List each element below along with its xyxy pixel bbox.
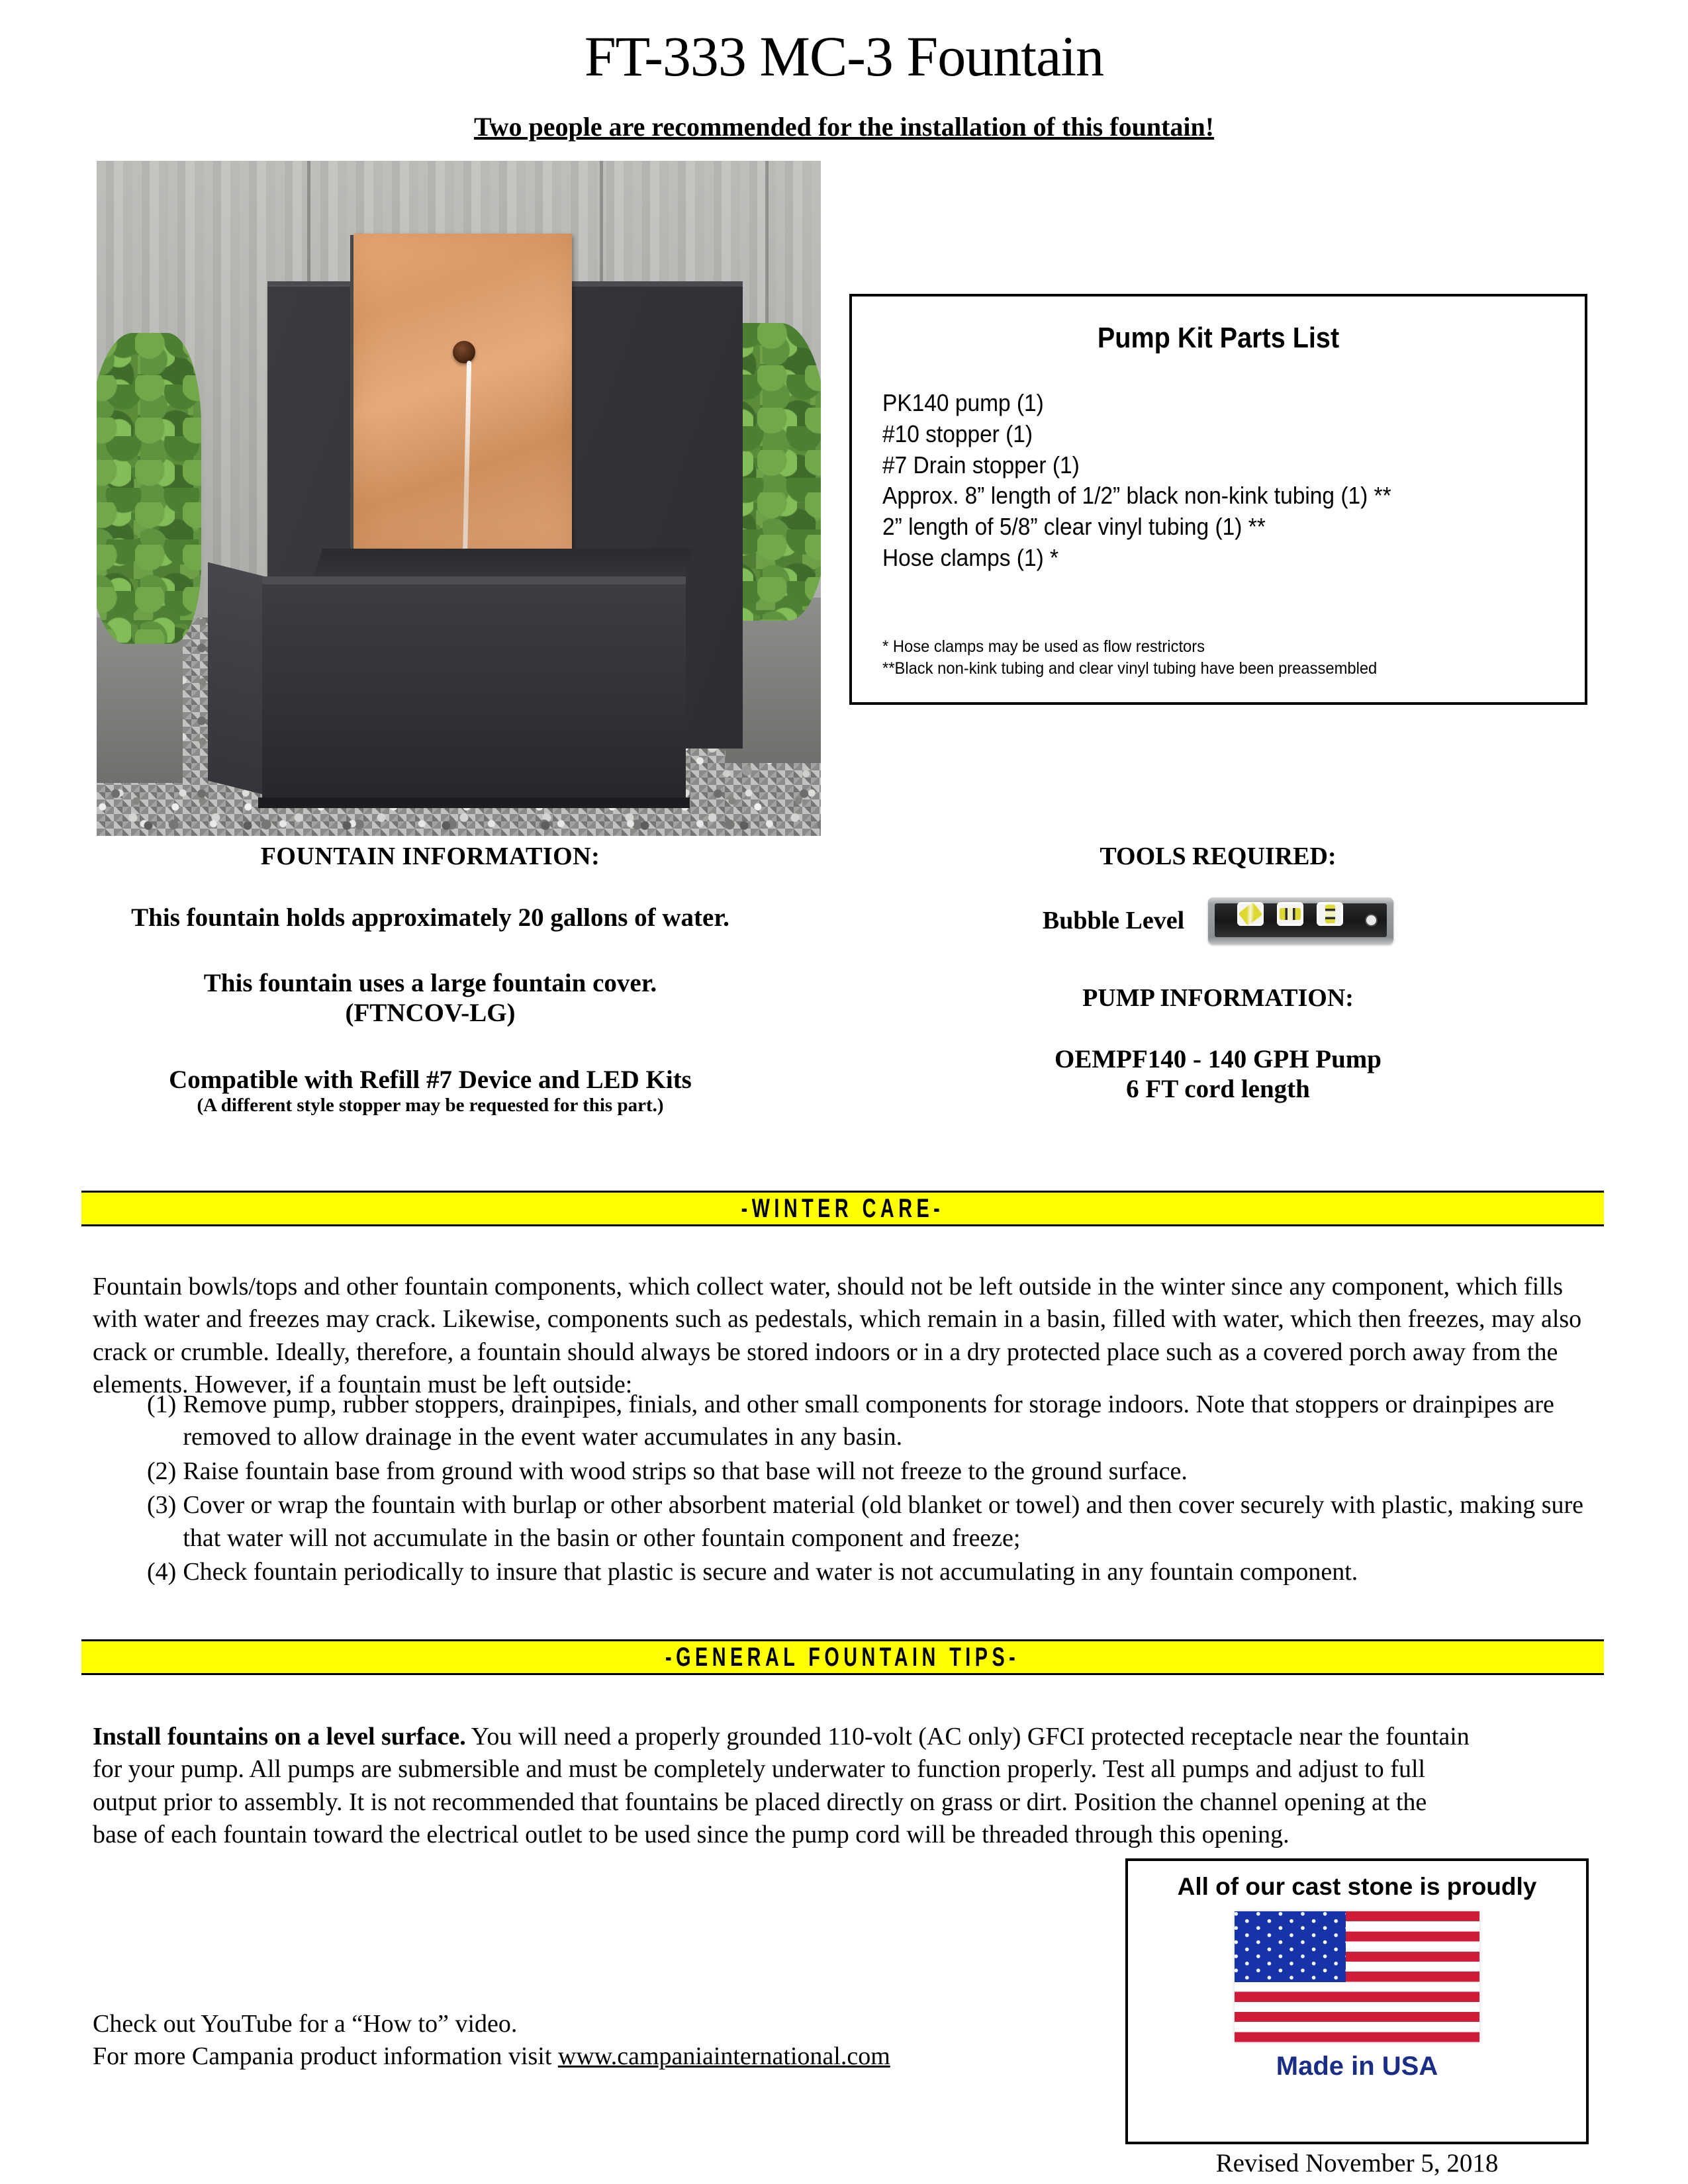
bubble-vial-horizontal [1277, 902, 1303, 926]
more-info-line [93, 2040, 890, 2073]
copper-spillway-panel [353, 234, 572, 551]
pump-cord-text: 6 FT cord length [1126, 1075, 1310, 1103]
list-item: #7 Drain stopper (1) [882, 451, 1080, 478]
bubble-level-icon [1208, 897, 1393, 944]
list-item: Hose clamps (1) * [882, 543, 1059, 571]
campania-website-link[interactable]: www.campaniainternational.com [557, 2042, 890, 2071]
list-item [147, 1489, 1603, 1555]
list-item-text: Remove pump, rubber stoppers, drainpipes, finials, and other small components for storage indoors. Note that stoppers or drainpipes are removed to allow drainage in the event water accumulates in any basin. [183, 1390, 1554, 1451]
flag-canton [1235, 1911, 1346, 1982]
page-subtitle: Two people are recommended for the installation of this fountain! [473, 112, 1215, 142]
bubble-level-label: Bubble Level [1042, 907, 1185, 934]
general-fountain-tips-banner [81, 1639, 1604, 1675]
parts-list-footnotes [882, 636, 1403, 680]
page-title: FT-333 MC-3 Fountain [584, 24, 1104, 88]
cast-stone-title: All of our cast stone is proudly [1177, 1873, 1537, 1900]
list-item-number: (1) [147, 1390, 177, 1418]
list-item-number: (2) [147, 1457, 177, 1485]
list-item: 2” length of 5/8” clear vinyl tubing (1) ** [882, 513, 1266, 541]
list-item-number: (4) [147, 1557, 177, 1586]
usa-flag-icon [1235, 1911, 1479, 2042]
list-item-text: Check fountain periodically to insure that plastic is secure and water is not accumulating in any fountain component. [183, 1557, 1358, 1586]
tools-and-pump-section [847, 842, 1589, 1104]
basin-front-panel [262, 584, 686, 803]
made-in-usa-label: Made in USA [1276, 2052, 1438, 2081]
bubble-vial-45deg [1237, 902, 1264, 926]
revised-date: Revised November 5, 2018 [1215, 2149, 1499, 2177]
general-tips-paragraph [93, 1721, 1476, 1852]
list-item: Approx. 8” length of 1/2” black non-kink tubing (1) ** [882, 482, 1391, 510]
list-item: #10 stopper (1) [882, 420, 1033, 447]
fountain-compatible-text: Compatible with Refill #7 Device and LED Kits [169, 1066, 692, 1094]
tool-row [847, 897, 1589, 944]
winter-care-banner [81, 1191, 1604, 1226]
shrub-left [97, 333, 201, 644]
fountain-cover-code: (FTNCOV-LG) [345, 999, 516, 1027]
list-item [147, 1556, 1603, 1588]
fountain-information-section [79, 842, 781, 1116]
list-item [147, 1388, 1603, 1454]
water-spout-icon [453, 341, 475, 363]
made-in-usa-box [1125, 1858, 1589, 2144]
list-item [147, 1455, 1603, 1488]
fountain-information-heading: FOUNTAIN INFORMATION: [260, 842, 600, 870]
winter-care-list [147, 1388, 1603, 1590]
pump-kit-parts-list-box [849, 294, 1587, 705]
more-info-prefix: For more Campania product information visit [93, 2042, 558, 2071]
fountain-capacity-text: This fountain holds approximately 20 gallons of water. [131, 903, 729, 932]
parts-list-title: Pump Kit Parts List [1097, 322, 1340, 354]
general-fountain-tips-banner-label: -GENERAL FOUNTAIN TIPS- [665, 1643, 1020, 1672]
parts-list [882, 388, 1585, 574]
general-tips-lead-bold: Install fountains on a level surface. [93, 1723, 466, 1751]
fountain-compatible-note: (A different style stopper may be requested for this part.) [197, 1095, 664, 1116]
fountain-photo [97, 161, 821, 836]
footnote-single-asterisk: * Hose clamps may be used as flow restrictors [882, 637, 1205, 656]
youtube-line: Check out YouTube for a “How to” video. [93, 2010, 518, 2038]
tools-required-heading: TOOLS REQUIRED: [1100, 842, 1336, 870]
winter-care-banner-label: -WINTER CARE- [741, 1194, 945, 1223]
list-item-text: Cover or wrap the fountain with burlap or other absorbent material (old blanket or towel) and then cover securely with plastic, making sure that water will not accumulate in the basin or other fountain component and freeze; [183, 1491, 1584, 1552]
pump-information-heading: PUMP INFORMATION: [1082, 984, 1354, 1012]
flag-stars [1235, 1911, 1346, 1982]
basin-side-panel [208, 563, 269, 796]
list-item-text: Raise fountain base from ground with wood strips so that base will not freeze to the ground surface. [183, 1457, 1188, 1485]
pump-model-text: OEMPF140 - 140 GPH Pump [1055, 1045, 1382, 1073]
fountain-cover-text: This fountain uses a large fountain cover. [203, 969, 657, 997]
footer-links [93, 2008, 890, 2073]
list-item: PK140 pump (1) [882, 389, 1044, 416]
bubble-vial-vertical [1317, 902, 1343, 926]
winter-care-paragraph: Fountain bowls/tops and other fountain components, which collect water, should not be left outside in the winter since any component, which fills with water and freezes may crack. Likewise, components such as pedestals, which remain in a basin, filled with water, which then freezes, may also crack or crumble. Ideally, therefore, a fountain should always be stored indoors or in a dry protected place such as a covered porch away from the elements. However, if a fountain must be left outside: [93, 1273, 1582, 1399]
basin-base [258, 797, 690, 808]
footnote-double-asterisk: **Black non-kink tubing and clear vinyl tubing have been preassembled [882, 659, 1378, 678]
list-item-number: (3) [147, 1491, 177, 1520]
general-tips-body: You will need a properly grounded 110-volt (AC only) GFCI protected receptacle near the fountain for your pump. All pumps are submersible and must be completely underwater to function properly. Test all pumps and adjust to full output prior to assembly. It is not recommended that fountains be placed directly on grass or dirt. Position the channel opening at the base of each fountain toward the electrical outlet to be used since the pump cord will be threaded through this opening. [93, 1723, 1470, 1849]
